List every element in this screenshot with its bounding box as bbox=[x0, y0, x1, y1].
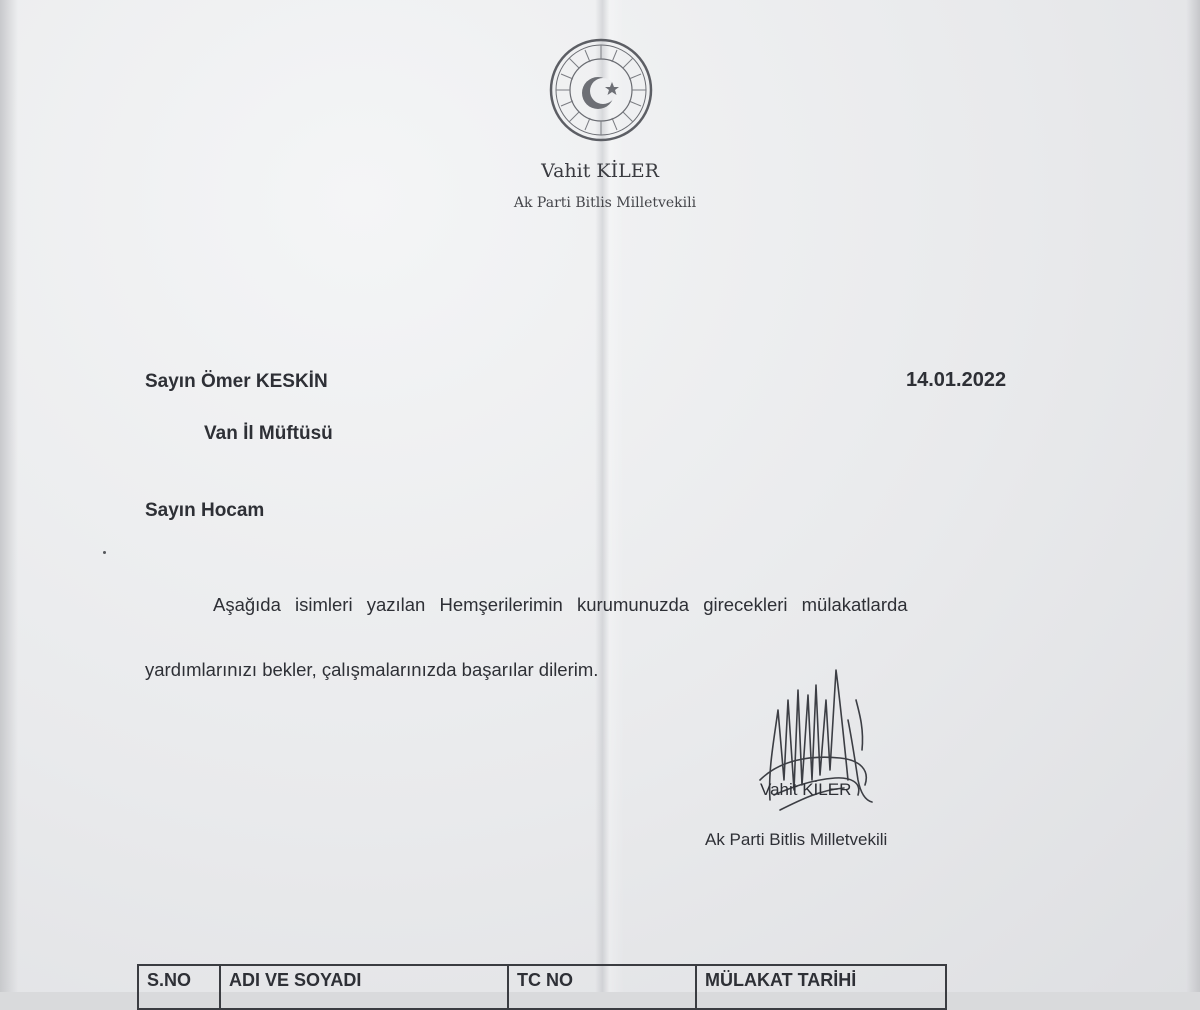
letterhead-name: Vahit KİLER bbox=[541, 160, 659, 182]
paper-speck bbox=[103, 551, 106, 554]
column-header: TC NO bbox=[508, 965, 696, 1009]
column-header: ADI VE SOYADI bbox=[220, 965, 508, 1009]
parliament-seal-icon bbox=[549, 38, 653, 142]
column-header: S.NO bbox=[138, 965, 220, 1009]
signatory-title: Ak Parti Bitlis Milletvekili bbox=[705, 830, 888, 849]
recipient-name: Sayın Ömer KESKİN bbox=[145, 371, 328, 392]
column-header: MÜLAKAT TARİHİ bbox=[696, 965, 946, 1009]
recipient-title: Van İl Müftüsü bbox=[204, 423, 333, 444]
body-text-line: yardımlarınızı bekler, çalışmalarınızda başarılar dilerim. bbox=[145, 659, 599, 680]
letter-date: 14.01.2022 bbox=[906, 369, 1007, 391]
handwritten-signature bbox=[740, 660, 900, 830]
signatory-name: Vahit KİLER bbox=[760, 780, 852, 799]
letterhead-title: Ak Parti Bitlis Milletvekili bbox=[513, 195, 697, 211]
paper-edge-shadow bbox=[0, 0, 18, 992]
body-text-line: Aşağıda isimleri yazılan Hemşerilerimin kurumunuzda girecekleri mülakatlarda bbox=[213, 594, 908, 615]
salutation: Sayın Hocam bbox=[145, 500, 265, 521]
table-header-row bbox=[138, 965, 946, 1009]
paper-edge-shadow bbox=[1186, 0, 1200, 992]
names-table bbox=[137, 964, 947, 1010]
